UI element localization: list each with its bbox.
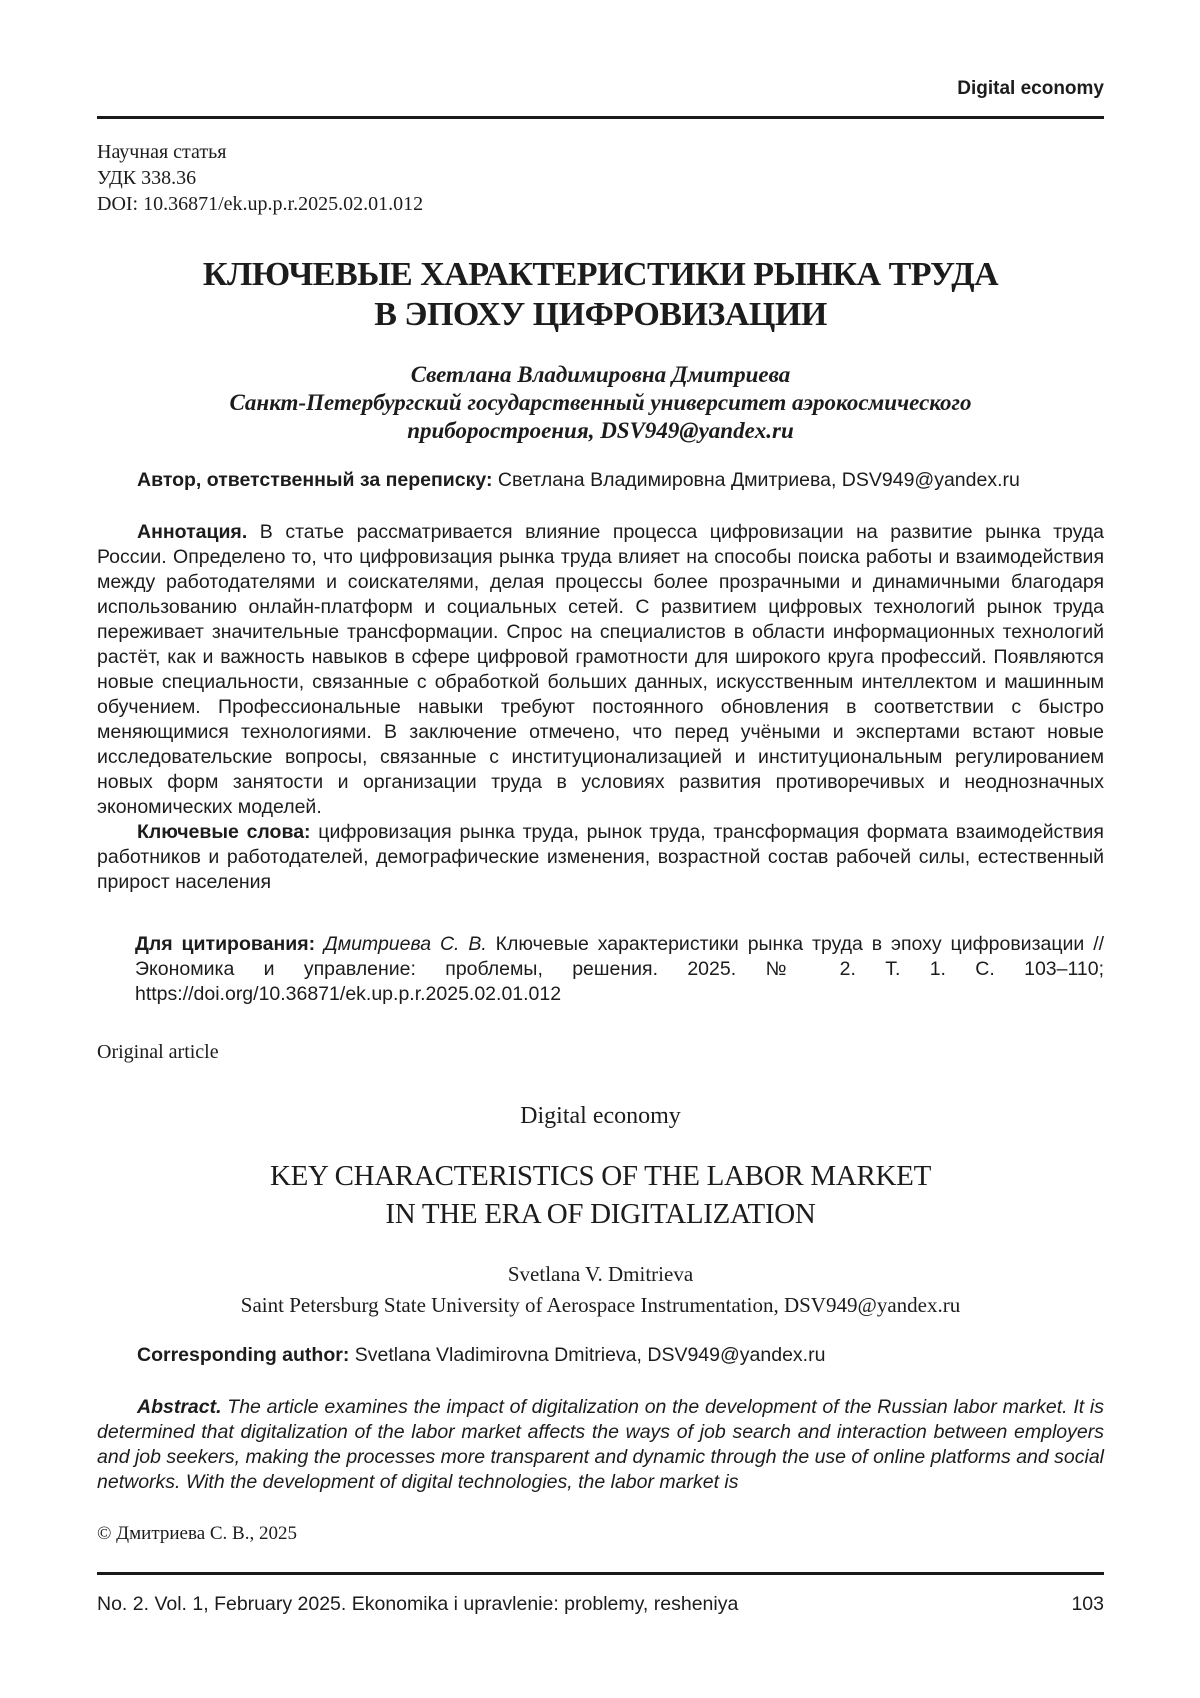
abstract-text-ru: В статье рассматривается влияние процесса цифровизации на развитие рынка труда России. Определено то, что цифровизация рынка труда влияет на способы поиска работы и взаимодействия между работодателями и соискателями, делая процессы более прозрачными и динамичными благодаря использованию онлайн-платформ и социальных сетей. С развитием цифровых технологий рынок труда переживает значительные трансформации. Спрос на специалистов в области информационных технологий растёт, как и важность навыков в сфере цифровой грамотности для широкого круга профессий. Появляются новые специальности, связанные с обработкой больших данных, искусственным интеллектом и машинным обучением. Профессиональные навыки требуют постоянного обновления в соответствии с быстро меняющимися технологиями. В заключение отмечено, что перед учёными и экспертами встают новые исследовательские вопросы, связанные с институционализацией и институциональным регулированием новых форм занятости и организации труда в условиях развития противоречивых и неоднозначных экономических моделей.: [97, 521, 1105, 818]
citation-label: Для цитирования:: [135, 933, 316, 955]
footer-rule: [97, 1572, 1104, 1575]
page-footer: [97, 1572, 1104, 1617]
author-name-ru: Светлана Владимировна Дмитриева: [410, 362, 791, 387]
title-en: [97, 1157, 1104, 1233]
affiliation-ru-line-2: приборостроения, DSV949@yandex.ru: [407, 418, 794, 443]
doi-line: DOI: 10.36871/ek.up.p.r.2025.02.01.012: [97, 193, 424, 215]
title-en-line-2: IN THE ERA OF DIGITALIZATION: [385, 1198, 816, 1230]
author-block-en: [97, 1259, 1104, 1321]
citation-text: Ключевые характеристики рынка труда в эпоху цифровизации // Экономика и управление: проблемы, решения. 2025. № 2. Т. 1. С. 103–110; https://doi.org/10.36871/ek.up.p.r.2025.02.01.012: [135, 933, 1105, 1005]
article-meta: [97, 139, 1104, 217]
citation-author: Дмитриева С. В.: [323, 933, 487, 955]
corresponding-value-en: Svetlana Vladimirovna Dmitrieva, DSV949@yandex.ru: [354, 1344, 826, 1366]
corresponding-label-ru: Автор, ответственный за переписку:: [137, 469, 493, 491]
footer-page-number: 103: [1071, 1593, 1104, 1615]
header-rule: [97, 116, 1104, 119]
keywords-text-ru: цифровизация рынка труда, рынок труда, трансформация формата взаимодействия работников и работодателей, демографические изменения, возрастной состав рабочей силы, естественный прирост населения: [97, 821, 1104, 893]
udc-number: УДК 338.36: [97, 167, 197, 189]
section-title-en: Digital economy: [520, 1103, 681, 1129]
corresponding-value-ru: Светлана Владимировна Дмитриева, DSV949@yandex.ru: [497, 469, 1020, 491]
citation-block: [135, 932, 1104, 1007]
abstract-label-en: Abstract.: [137, 1396, 222, 1418]
copyright-line: © Дмитриева С. В., 2025: [97, 1523, 297, 1544]
keywords-ru: [97, 820, 1104, 895]
article-type-ru: Научная статья: [97, 141, 227, 163]
footer-issue-line: No. 2. Vol. 1, February 2025. Ekonomika i upravlenie: problemy, resheniya: [97, 1593, 739, 1615]
affiliation-ru-line-1: Санкт-Петербургский государственный университет аэрокосмического: [229, 390, 972, 415]
abstract-en: [97, 1395, 1104, 1495]
abstract-text-en: The article examines the impact of digitalization on the development of the Russian labor market. It is determined that digitalization of the labor market affects the ways of job search and interaction between employers and job seekers, making the processes more transparent and dynamic through the use of online platforms and social networks. With the development of digital technologies, the labor market is: [97, 1396, 1104, 1493]
abstract-label-ru: Аннотация.: [137, 521, 248, 543]
corresponding-author-ru: [97, 467, 1104, 493]
running-head: Digital economy: [957, 78, 1104, 99]
author-block-ru: [97, 361, 1104, 445]
abstract-ru: [97, 520, 1104, 820]
corresponding-author-en: [97, 1342, 1104, 1368]
affiliation-en: Saint Petersburg State University of Aerospace Instrumentation, DSV949@yandex.ru: [240, 1293, 961, 1317]
author-name-en: Svetlana V. Dmitrieva: [507, 1262, 694, 1286]
title-ru-line-1: КЛЮЧЕВЫЕ ХАРАКТЕРИСТИКИ РЫНКА ТРУДА: [202, 256, 999, 293]
article-type-en: Original article: [97, 1041, 219, 1063]
corresponding-label-en: Corresponding author:: [137, 1344, 350, 1366]
title-ru: [97, 255, 1104, 335]
title-ru-line-2: В ЭПОХУ ЦИФРОВИЗАЦИИ: [374, 296, 827, 333]
keywords-label-ru: Ключевые слова:: [137, 821, 311, 843]
title-en-line-1: KEY CHARACTERISTICS OF THE LABOR MARKET: [270, 1160, 931, 1192]
